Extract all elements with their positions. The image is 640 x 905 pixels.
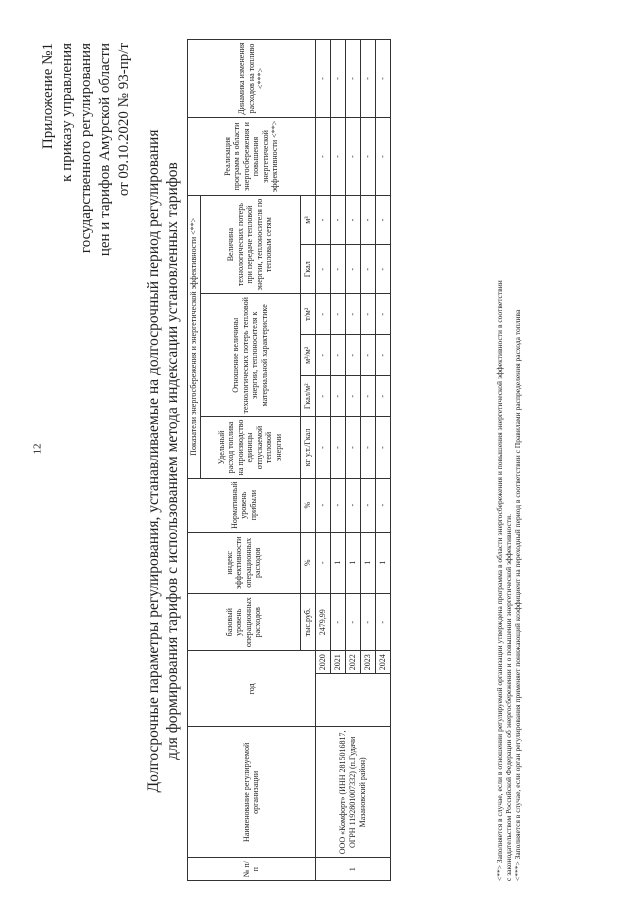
cell-dyn: - — [330, 39, 345, 117]
unit-tech-losses-2: м³ — [300, 195, 315, 244]
unit-efficiency-index: % — [300, 532, 315, 593]
cell-lr1: - — [345, 375, 360, 416]
title-line: Долгосрочные параметры регулирования, устанавливаемые на долгосрочный период регулирования — [145, 129, 162, 792]
document-title — [144, 41, 182, 881]
cell-prog: - — [330, 117, 345, 195]
cell-base: - — [375, 593, 390, 650]
cell-profit: - — [315, 478, 330, 532]
cell-tl1: - — [315, 244, 330, 293]
cell-prog: - — [360, 117, 375, 195]
cell-lr1: - — [315, 375, 330, 416]
cell-lr2: - — [375, 334, 390, 375]
unit-loss-ratio-3: т/м² — [300, 293, 315, 334]
cell-fuel: - — [315, 416, 330, 477]
cell-fuel: - — [345, 416, 360, 477]
cell-year: 2022 — [345, 650, 360, 673]
cell-lr3: - — [315, 293, 330, 334]
header-loss-ratio: Отношение величины технологических потерь тепловой энергии, теплоносителя к материальной характеристике — [200, 293, 300, 416]
cell-base: - — [330, 593, 345, 650]
cell-eff: 1 — [360, 532, 375, 593]
header-efficiency-index: индекс эффективности операционных расходов — [188, 532, 301, 593]
header-specific-fuel: Удельный расход топлива на производство единицы отпускаемой тепловой энергии — [200, 416, 300, 477]
header-program: Реализация программ в области энергосбережения и повышения энергетической эффективности <**> — [188, 117, 316, 195]
cell-tl2: - — [375, 195, 390, 244]
cell-fuel: - — [375, 416, 390, 477]
cell-prog: - — [315, 117, 330, 195]
appendix-header — [39, 43, 134, 273]
cell-tl1: - — [330, 244, 345, 293]
cell-eff: 1 — [375, 532, 390, 593]
table-row — [315, 39, 330, 880]
cell-fuel: - — [360, 416, 375, 477]
cell-dyn: - — [360, 39, 375, 117]
footnote-line: с законодательством Российской Федерации об энергосбережении и о повышении энергетической эффективности. — [504, 513, 513, 881]
cell-lr2: - — [330, 334, 345, 375]
footnotes — [495, 39, 522, 881]
cell-year: 2020 — [315, 650, 330, 673]
cell-profit: - — [375, 478, 390, 532]
cell-year: 2021 — [330, 650, 345, 673]
unit-loss-ratio-1: Гкал/м² — [300, 375, 315, 416]
header-tech-losses: Величина технологических потерь при передаче тепловой энергии, теплоносителя по тепловым сетям — [200, 195, 300, 293]
org-name: ООО «Комфорт» (ИНН 2815016817, ОГРН 1192801007332) (п.Гудачи Мазановский район) — [315, 726, 390, 857]
header-org: Наименование регулируемой организации — [188, 726, 316, 857]
cell-lr1: - — [375, 375, 390, 416]
parameters-table — [187, 39, 391, 881]
cell-tl2: - — [330, 195, 345, 244]
cell-dyn: - — [345, 39, 360, 117]
cell-fuel: - — [330, 416, 345, 477]
footnote-line: <***> Заполняется в случае, если орган регулирования применяет понижающий коэффициент на переходный период в соответствии с Правилами распределения расхода топлива — [513, 309, 522, 881]
year-spacer — [315, 673, 390, 726]
cell-tl1: - — [375, 244, 390, 293]
cell-dyn: - — [375, 39, 390, 117]
cell-prog: - — [345, 117, 360, 195]
unit-loss-ratio-2: м³/м² — [300, 334, 315, 375]
cell-profit: - — [330, 478, 345, 532]
parameters-table-wrap — [187, 39, 391, 881]
cell-lr2: - — [360, 334, 375, 375]
cell-tl2: - — [345, 195, 360, 244]
cell-profit: - — [360, 478, 375, 532]
footnote-line: <**> Заполняется в случае, если в отношении регулируемой организации утверждена программа в области энергосбережения и повышения энергетической эффективности в соответствии — [495, 279, 504, 881]
cell-lr3: - — [375, 293, 390, 334]
cell-lr3: - — [330, 293, 345, 334]
unit-base-level: тыс.руб. — [300, 593, 315, 650]
cell-lr1: - — [360, 375, 375, 416]
cell-lr3: - — [345, 293, 360, 334]
appendix-line: государственного регулирования — [78, 42, 94, 253]
appendix-line: от 09.10.2020 № 93-пр/т — [116, 42, 132, 196]
cell-tl2: - — [360, 195, 375, 244]
appendix-line: цен и тарифов Амурской области — [97, 42, 113, 256]
unit-profit-level: % — [300, 478, 315, 532]
cell-base: 2479,99 — [315, 593, 330, 650]
cell-prog: - — [375, 117, 390, 195]
appendix-line: Приложение №1 — [40, 42, 56, 149]
cell-eff: 1 — [345, 532, 360, 593]
cell-lr2: - — [315, 334, 330, 375]
page-number: 12 — [31, 443, 44, 455]
row-num: 1 — [315, 857, 390, 880]
header-base-level: базовый уровень операционных расходов — [188, 593, 301, 650]
header-fuel-dynamics: Динамика изменения расходов на топливо <***> — [188, 39, 316, 117]
cell-base: - — [345, 593, 360, 650]
cell-eff: - — [315, 532, 330, 593]
header-num: № п/п — [188, 857, 316, 880]
unit-tech-losses-1: Гкал — [300, 244, 315, 293]
cell-tl1: - — [345, 244, 360, 293]
title-line: для формирования тарифов с использованием метода индексации установленных тарифов — [164, 161, 181, 760]
unit-specific-fuel: кг у.т./Гкал — [300, 416, 315, 477]
cell-lr1: - — [330, 375, 345, 416]
cell-dyn: - — [315, 39, 330, 117]
cell-tl1: - — [360, 244, 375, 293]
cell-tl2: - — [315, 195, 330, 244]
header-year: год — [188, 650, 316, 726]
appendix-line: к приказу управления — [59, 42, 75, 182]
header-energy-group: Показатели энергосбережения и энергетической эффективности <**> — [188, 195, 201, 478]
cell-profit: - — [345, 478, 360, 532]
cell-year: 2024 — [375, 650, 390, 673]
cell-lr3: - — [360, 293, 375, 334]
cell-base: - — [360, 593, 375, 650]
document-page — [39, 31, 629, 891]
header-profit-level: Нормативный уровень прибыли — [188, 478, 301, 532]
cell-year: 2023 — [360, 650, 375, 673]
cell-eff: 1 — [330, 532, 345, 593]
cell-lr2: - — [345, 334, 360, 375]
